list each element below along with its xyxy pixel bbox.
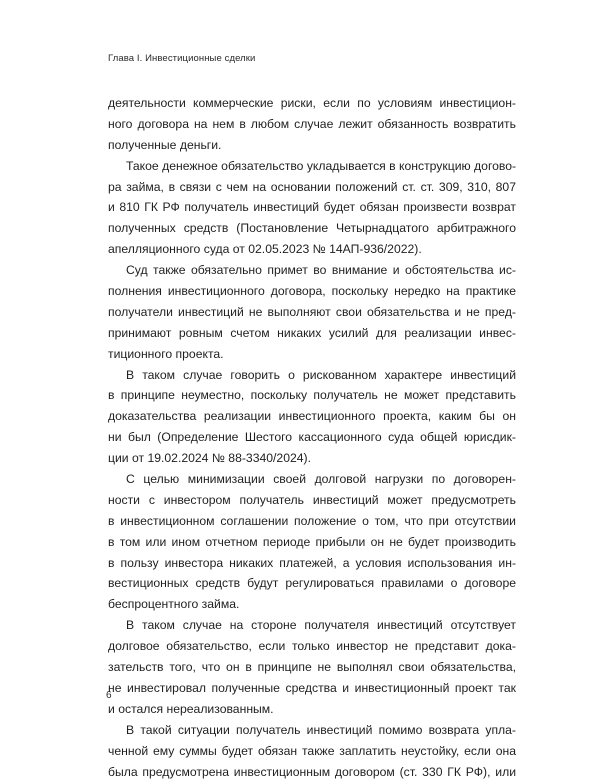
text-line: была предусмотрена инвестиционным договором (ст. 330 ГК РФ), или — [108, 762, 516, 782]
paragraph — [108, 260, 516, 364]
text-line: принимают ровным счетом никаких усилий для реализации инвес- — [108, 323, 516, 344]
paragraph — [108, 156, 516, 260]
text-line: доказательства реализации инвестиционного проекта, каким бы он — [108, 406, 516, 427]
text-line: тиционного проекта. — [108, 344, 516, 365]
paragraph — [108, 365, 516, 469]
text-line: и 810 ГК РФ получатель инвестиций будет обязан произвести возврат — [108, 197, 516, 218]
text-line: в инвестиционном соглашении положение о том, что при отсутствии — [108, 511, 516, 532]
text-line: Суд также обязательно примет во внимание и обстоятельства ис- — [108, 260, 516, 281]
text-line: ции от 19.02.2024 № 88-3340/2024). — [108, 448, 516, 469]
text-line: вестиционных средств будут регулироваться правилами о договоре — [108, 573, 516, 594]
text-line: С целью минимизации своей долговой нагрузки по договорен- — [108, 469, 516, 490]
text-line: беспроцентного займа. — [108, 594, 516, 615]
text-line: ра займа, в связи с чем на основании положений ст. ст. 309, 310, 807 — [108, 177, 516, 198]
text-line: ного договора на нем в любом случае лежит обязанность возвратить — [108, 114, 516, 135]
paragraph — [108, 93, 516, 156]
text-line: В таком случае на стороне получателя инвестиций отсутствует — [108, 615, 516, 636]
text-line: В такой ситуации получатель инвестиций помимо возврата упла- — [108, 720, 516, 741]
text-line: В таком случае говорить о рискованном характере инвестиций — [108, 365, 516, 386]
text-line: полученных средств (Постановление Четырнадцатого арбитражного — [108, 218, 516, 239]
text-line: полученные деньги. — [108, 135, 516, 156]
page-number: 6 — [106, 690, 112, 701]
text-line: ни был (Определение Шестого кассационного суда общей юрисдик- — [108, 427, 516, 448]
text-line: получатели инвестиций не выполняют свои обязательства и не пред- — [108, 302, 516, 323]
text-line: в том или ином отчетном периоде прибыли он не будет производить — [108, 532, 516, 553]
text-line: ченной ему суммы будет обязан также заплатить неустойку, если она — [108, 741, 516, 762]
text-line: и остался нереализованным. — [108, 699, 516, 720]
text-line: ности с инвестором получатель инвестиций может предусмотреть — [108, 490, 516, 511]
paragraph — [108, 615, 516, 719]
text-line: полнения инвестиционного договора, поскольку нередко на практике — [108, 281, 516, 302]
text-line: долговое обязательство, если только инвестор не представит дока- — [108, 636, 516, 657]
text-line: не инвестировал полученные средства и инвестиционный проект так — [108, 678, 516, 699]
running-header: Глава I. Инвестиционные сделки — [108, 53, 255, 64]
body-text — [108, 93, 516, 782]
text-line: зательств того, что он в принципе не выполнял свои обязательства, — [108, 657, 516, 678]
text-line: деятельности коммерческие риски, если по условиям инвестицион- — [108, 93, 516, 114]
text-line: Такое денежное обязательство укладывается в конструкцию догово- — [108, 156, 516, 177]
text-line: в принципе неуместно, поскольку получатель не может представить — [108, 385, 516, 406]
paragraph — [108, 469, 516, 615]
paragraph — [108, 720, 516, 782]
text-line: в пользу инвестора никаких платежей, а условия использования ин- — [108, 553, 516, 574]
text-line: апелляционного суда от 02.05.2023 № 14АП-936/2022). — [108, 239, 516, 260]
